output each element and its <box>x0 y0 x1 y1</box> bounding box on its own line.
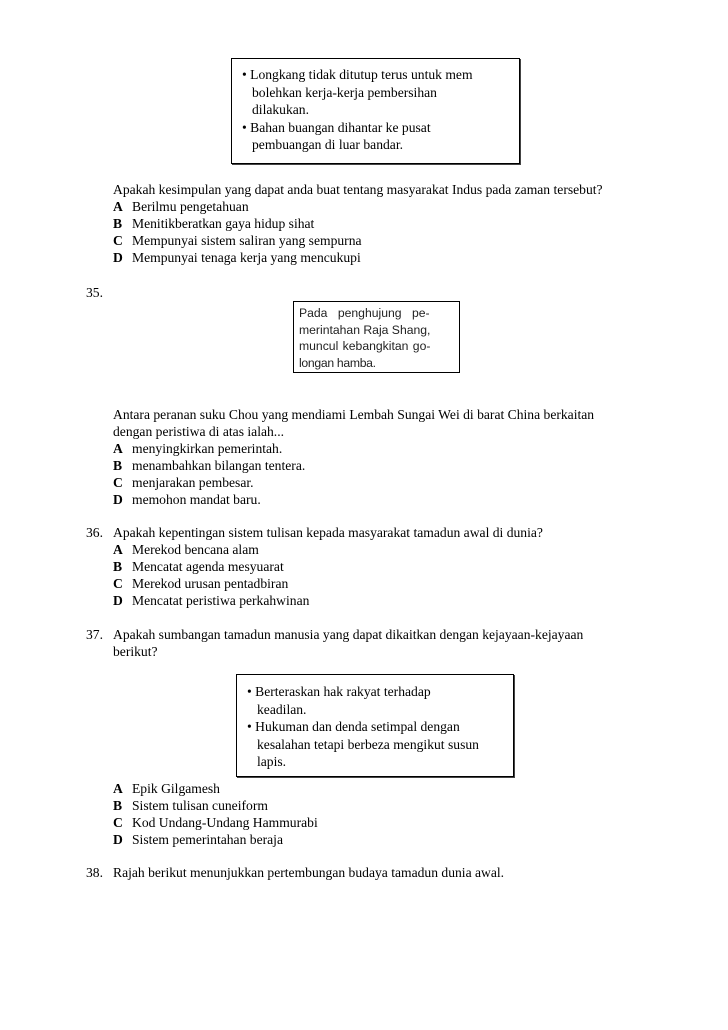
option-text: menyingkirkan pemerintah. <box>132 441 283 456</box>
q34-box-line-3: dilakukan. <box>252 102 310 117</box>
option-text: Merekod bencana alam <box>132 542 259 557</box>
q36-number: 36. <box>86 525 103 540</box>
q34-option-a[interactable] <box>113 198 249 215</box>
option-text: Kod Undang-Undang Hammurabi <box>132 815 318 830</box>
option-letter: B <box>113 798 123 813</box>
option-letter: D <box>113 250 123 265</box>
q37-stem-line-2: berikut? <box>113 644 158 659</box>
option-letter: C <box>113 576 123 591</box>
option-letter: B <box>113 458 123 473</box>
q37-box-line-4: kesalahan tetapi berbeza mengikut susun <box>257 736 479 752</box>
q35-stem-line-2: dengan peristiwa di atas ialah... <box>113 424 284 439</box>
q35-box-line-1: Pada penghujung pe- <box>299 306 430 320</box>
option-text: Epik Gilgamesh <box>132 781 220 796</box>
q34-option-b[interactable] <box>113 215 314 232</box>
option-text: Mencatat peristiwa perkahwinan <box>132 593 310 608</box>
q37-box-line-5: lapis. <box>257 754 287 769</box>
option-text: Mencatat agenda mesyuarat <box>132 559 284 574</box>
q38-number: 38. <box>86 865 103 880</box>
q35-option-a[interactable] <box>113 440 282 457</box>
option-letter: C <box>113 233 123 248</box>
q34-box-line-2: bolehkan kerja-kerja pembersihan <box>252 84 437 100</box>
q35-number: 35. <box>86 285 103 300</box>
option-letter: A <box>113 781 123 796</box>
option-letter: B <box>113 559 123 574</box>
option-letter: A <box>113 542 123 557</box>
q35-stem-line-1: Antara peranan suku Chou yang mendiami Lembah Sungai Wei di barat China berkaitan <box>113 407 595 422</box>
option-letter: C <box>113 475 123 490</box>
option-text: Sistem pemerintahan beraja <box>132 832 283 847</box>
option-letter: D <box>113 593 123 608</box>
q34-box-line-1: • Longkang tidak ditutup terus untuk mem <box>242 67 473 82</box>
option-letter: A <box>113 199 123 214</box>
option-text: Berilmu pengetahuan <box>132 199 249 214</box>
q34-option-d[interactable] <box>113 249 361 266</box>
q37-option-b[interactable] <box>113 797 268 814</box>
option-text: menjarakan pembesar. <box>132 475 254 490</box>
q38-stem: Rajah berikut menunjukkan pertembungan budaya tamadun dunia awal. <box>113 865 505 880</box>
q34-stem: Apakah kesimpulan yang dapat anda buat tentang masyarakat Indus pada zaman tersebut? <box>113 182 603 197</box>
q36-option-b[interactable] <box>113 558 284 575</box>
q37-number: 37. <box>86 627 103 642</box>
q37-box-line-2: keadilan. <box>257 701 307 717</box>
q35-option-b[interactable] <box>113 457 305 474</box>
option-text: menambahkan bilangan tentera. <box>132 458 306 473</box>
q34-box-line-5: pembuangan di luar bandar. <box>252 137 403 152</box>
q34-stimulus-box <box>231 58 520 164</box>
q35-box-line-2: merintahan Raja Shang, <box>299 322 431 337</box>
q36-option-d[interactable] <box>113 592 309 609</box>
q36-option-c[interactable] <box>113 575 288 592</box>
q34-option-c[interactable] <box>113 232 362 249</box>
option-text: Mempunyai tenaga kerja yang mencukupi <box>132 250 361 265</box>
option-text: memohon mandat baru. <box>132 492 261 507</box>
option-text: Sistem tulisan cuneiform <box>132 798 268 813</box>
option-letter: D <box>113 492 123 507</box>
q37-box-line-1: • Berteraskan hak rakyat terhadap <box>247 684 431 699</box>
option-letter: A <box>113 441 123 456</box>
q34-box-line-4: • Bahan buangan dihantar ke pusat <box>242 119 431 135</box>
q36-option-a[interactable] <box>113 541 259 558</box>
q37-box-line-3: • Hukuman dan denda setimpal dengan <box>247 719 460 734</box>
option-text: Merekod urusan pentadbiran <box>132 576 289 591</box>
q35-box-line-3: muncul kebangkitan go- <box>299 339 431 353</box>
q35-box-line-4: longan hamba. <box>299 355 376 370</box>
q36-stem: Apakah kepentingan sistem tulisan kepada masyarakat tamadun awal di dunia? <box>113 525 543 540</box>
q37-option-d[interactable] <box>113 831 283 848</box>
q35-option-d[interactable] <box>113 491 261 508</box>
q37-stem-line-1: Apakah sumbangan tamadun manusia yang dapat dikaitkan dengan kejayaan-kejayaan <box>113 627 584 642</box>
option-letter: B <box>113 216 123 231</box>
option-letter: D <box>113 832 123 847</box>
q37-option-c[interactable] <box>113 814 318 831</box>
option-text: Mempunyai sistem saliran yang sempurna <box>132 233 362 248</box>
q37-option-a[interactable] <box>113 780 220 797</box>
option-text: Menitikberatkan gaya hidup sihat <box>132 216 315 231</box>
q35-option-c[interactable] <box>113 474 254 491</box>
option-letter: C <box>113 815 123 830</box>
q35-stimulus-box <box>293 301 460 373</box>
q37-stimulus-box <box>236 674 514 777</box>
